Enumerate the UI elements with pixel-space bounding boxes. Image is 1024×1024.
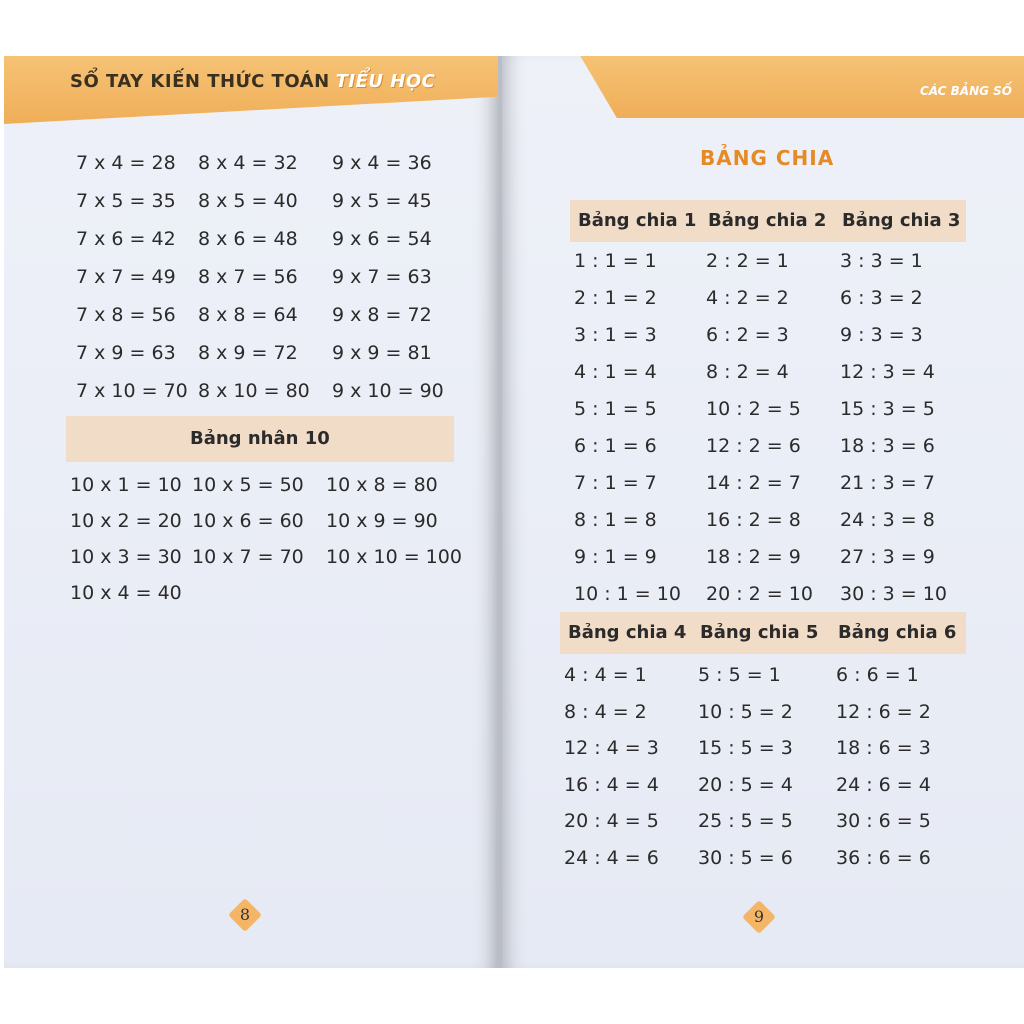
- division-fact: 6 : 6 = 1: [836, 664, 919, 686]
- division-fact: 3 : 3 = 1: [840, 250, 923, 272]
- multiplication-fact: 7 x 4 = 28: [76, 152, 176, 174]
- division-fact: 6 : 3 = 2: [840, 287, 923, 309]
- multiplication-fact: 9 x 5 = 45: [332, 190, 432, 212]
- table10-fact: 10 x 8 = 80: [326, 474, 438, 496]
- division-fact: 30 : 3 = 10: [840, 583, 947, 605]
- division-fact: 16 : 2 = 8: [706, 509, 801, 531]
- page-number-left-text: 8: [239, 905, 251, 924]
- division-fact: 12 : 2 = 6: [706, 435, 801, 457]
- book-title: [70, 71, 435, 92]
- division-fact: 8 : 4 = 2: [564, 700, 647, 723]
- division-fact: 18 : 2 = 9: [706, 546, 801, 568]
- page-number-right-text: 9: [753, 907, 765, 926]
- division-fact: 21 : 3 = 7: [840, 472, 935, 494]
- multiplication-fact: 9 x 8 = 72: [332, 304, 432, 326]
- division-fact: 9 : 3 = 3: [840, 324, 923, 346]
- division-fact: 12 : 4 = 3: [564, 737, 659, 759]
- multiplication-fact: 9 x 10 = 90: [332, 380, 444, 402]
- division-fact: 24 : 6 = 4: [836, 773, 931, 796]
- division-fact: 36 : 6 = 6: [836, 846, 931, 869]
- division-fact: 8 : 1 = 8: [574, 509, 657, 531]
- division-fact: 12 : 3 = 4: [840, 361, 935, 383]
- division-fact: 10 : 2 = 5: [706, 398, 801, 420]
- table10-fact: 10 x 10 = 100: [326, 546, 462, 568]
- book-title-main: SỔ TAY KIẾN THỨC TOÁN: [70, 71, 330, 92]
- division-fact: 4 : 1 = 4: [574, 361, 657, 383]
- division-title: BẢNG CHIA: [700, 146, 835, 170]
- multiplication-fact: 8 x 5 = 40: [198, 190, 298, 212]
- multiplication-fact: 8 x 10 = 80: [198, 380, 310, 402]
- block1-heading: Bảng chia 2: [708, 210, 827, 231]
- book-title-highlight: TIỂU HỌC: [335, 71, 436, 92]
- division-fact: 7 : 1 = 7: [574, 472, 657, 494]
- division-fact: 15 : 3 = 5: [840, 398, 935, 420]
- division-fact: 6 : 2 = 3: [706, 324, 789, 346]
- multiplication-fact: 9 x 6 = 54: [332, 228, 432, 250]
- division-fact: 2 : 2 = 1: [706, 250, 789, 272]
- division-fact: 10 : 1 = 10: [574, 583, 681, 605]
- division-fact: 10 : 5 = 2: [698, 700, 793, 723]
- division-fact: 25 : 5 = 5: [698, 810, 793, 832]
- division-fact: 14 : 2 = 7: [706, 472, 801, 494]
- multiplication-fact: 9 x 4 = 36: [332, 152, 432, 174]
- table10-fact: 10 x 7 = 70: [192, 546, 304, 568]
- division-fact: 1 : 1 = 1: [574, 250, 657, 272]
- division-fact: 8 : 2 = 4: [706, 361, 789, 383]
- page-number-right: [742, 900, 776, 934]
- division-fact: 18 : 3 = 6: [840, 435, 935, 457]
- multiplication-fact: 7 x 5 = 35: [76, 190, 176, 212]
- multiplication-fact: 9 x 7 = 63: [332, 266, 432, 288]
- division-fact: 5 : 5 = 1: [698, 664, 781, 686]
- table10-fact: 10 x 2 = 20: [70, 510, 182, 532]
- table10-fact: 10 x 5 = 50: [192, 474, 304, 496]
- multiplication-fact: 7 x 9 = 63: [76, 342, 176, 364]
- multiplication-fact: 8 x 7 = 56: [198, 266, 298, 288]
- multiplication-fact: 8 x 4 = 32: [198, 152, 298, 174]
- block1-heading: Bảng chia 3: [842, 210, 961, 231]
- multiplication-fact: 7 x 10 = 70: [76, 380, 188, 402]
- multiplication-fact: 8 x 6 = 48: [198, 228, 298, 250]
- block2-heading: Bảng chia 5: [700, 622, 819, 643]
- division-fact: 20 : 2 = 10: [706, 583, 813, 605]
- multiplication-fact: 7 x 8 = 56: [76, 304, 176, 326]
- multiplication-fact: 8 x 9 = 72: [198, 342, 298, 364]
- table10-fact: 10 x 1 = 10: [70, 474, 182, 496]
- division-fact: 20 : 4 = 5: [564, 810, 659, 832]
- block2-heading: Bảng chia 4: [568, 622, 687, 643]
- multiplication-fact: 9 x 9 = 81: [332, 342, 432, 364]
- division-fact: 15 : 5 = 3: [698, 737, 793, 759]
- table10-fact: 10 x 9 = 90: [326, 510, 438, 532]
- division-fact: 2 : 1 = 2: [574, 287, 657, 309]
- multiplication-fact: 7 x 6 = 42: [76, 228, 176, 250]
- multiplication-fact: 8 x 8 = 64: [198, 304, 298, 326]
- right-page: [502, 56, 1024, 968]
- division-fact: 4 : 4 = 1: [564, 664, 647, 686]
- table10-heading: Bảng nhân 10: [190, 428, 330, 449]
- division-fact: 30 : 5 = 6: [698, 846, 793, 869]
- left-page: [4, 56, 498, 968]
- division-fact: 9 : 1 = 9: [574, 546, 657, 568]
- division-fact: 20 : 5 = 4: [698, 773, 793, 796]
- book-spread: [4, 56, 1024, 968]
- table10-fact: 10 x 4 = 40: [70, 582, 182, 604]
- division-fact: 5 : 1 = 5: [574, 398, 657, 420]
- division-fact: 4 : 2 = 2: [706, 287, 789, 309]
- multiplication-fact: 7 x 7 = 49: [76, 266, 176, 288]
- division-fact: 18 : 6 = 3: [836, 737, 931, 759]
- section-label: CÁC BẢNG SỐ: [919, 84, 1012, 98]
- division-fact: 3 : 1 = 3: [574, 324, 657, 346]
- division-fact: 6 : 1 = 6: [574, 435, 657, 457]
- division-fact: 27 : 3 = 9: [840, 546, 935, 568]
- division-fact: 24 : 3 = 8: [840, 509, 935, 531]
- table10-fact: 10 x 6 = 60: [192, 510, 304, 532]
- division-fact: 30 : 6 = 5: [836, 810, 931, 832]
- block2-heading: Bảng chia 6: [838, 622, 957, 643]
- division-fact: 16 : 4 = 4: [564, 773, 659, 796]
- block1-heading: Bảng chia 1: [578, 210, 697, 231]
- page-number-left: [228, 898, 262, 932]
- table10-fact: 10 x 3 = 30: [70, 546, 182, 568]
- division-fact: 12 : 6 = 2: [836, 700, 931, 723]
- division-fact: 24 : 4 = 6: [564, 846, 659, 869]
